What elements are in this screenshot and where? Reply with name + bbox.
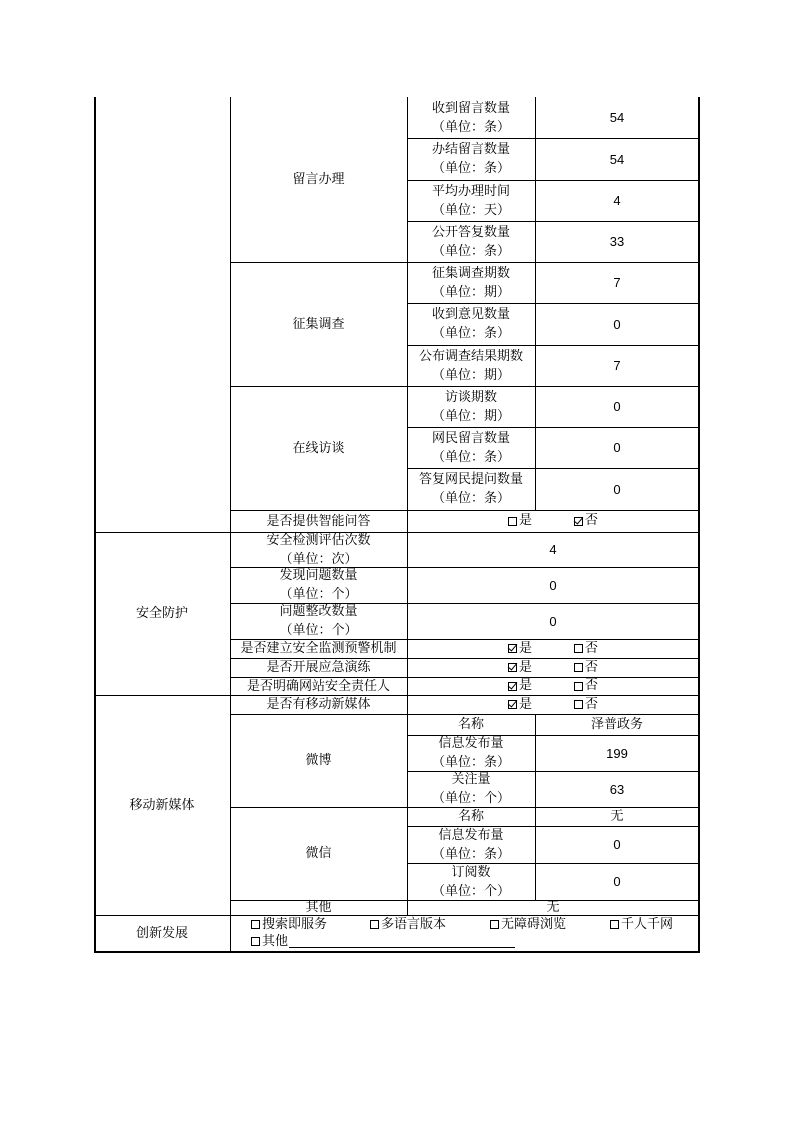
checkbox-checked-icon[interactable] <box>574 517 583 526</box>
mobile-has-media-yes[interactable]: 是 <box>508 696 532 714</box>
innovation-other[interactable]: 其他 <box>251 933 515 950</box>
government-website-report-table <box>94 97 700 953</box>
survey-group-label: 征集调查 <box>292 316 345 332</box>
mobile-section-label: 移动新媒体 <box>129 797 195 813</box>
security-drill-no[interactable]: 否 <box>574 659 598 677</box>
security-issues-value: 0 <box>549 577 557 593</box>
security-drill-label: 是否开展应急演练 <box>266 660 371 675</box>
security-checks-value: 4 <box>549 542 557 557</box>
checkbox-icon[interactable] <box>610 920 619 929</box>
checkbox-checked-icon[interactable] <box>508 644 517 653</box>
security-monitoring-options <box>407 639 699 658</box>
mobile-has-media-label: 是否有移动新媒体 <box>266 697 371 712</box>
checkbox-icon[interactable] <box>251 920 260 929</box>
mobile-other-value: 无 <box>546 900 560 915</box>
security-owner-yes[interactable]: 是 <box>508 677 532 695</box>
weibo-follow-value: 63 <box>609 781 625 797</box>
messages-received-value: 54 <box>609 110 625 125</box>
security-drill-yes[interactable]: 是 <box>508 659 532 677</box>
weibo-posts-value: 199 <box>606 745 628 761</box>
innovation-accessibility[interactable]: 无障碍浏览 <box>490 916 566 933</box>
survey-periods-label: 征集调查期数 （单位：期） <box>431 265 510 300</box>
security-section-label: 安全防护 <box>135 606 188 621</box>
checkbox-checked-icon[interactable] <box>508 682 517 691</box>
checkbox-icon[interactable] <box>490 920 499 929</box>
checkbox-checked-icon[interactable] <box>508 663 517 672</box>
survey-results-value: 7 <box>613 358 621 373</box>
security-fixed-label: 问题整改数量 （单位：个） <box>279 604 358 638</box>
mobile-other-label: 其他 <box>305 900 332 915</box>
security-monitoring-label: 是否建立安全监测预警机制 <box>240 641 397 656</box>
smart-qa-label: 是否提供智能问答 <box>266 513 371 529</box>
survey-opinions-value: 0 <box>613 316 621 332</box>
security-owner-label: 是否明确网站安全责任人 <box>246 678 390 694</box>
messages-avg-time-value: 4 <box>613 193 621 208</box>
survey-opinions-label: 收到意见数量 （单位：条） <box>431 307 510 341</box>
wechat-group-label: 微信 <box>305 846 332 861</box>
security-monitoring-yes[interactable]: 是 <box>508 640 532 658</box>
wechat-subscribers-label: 订阅数 （单位：个） <box>431 864 510 899</box>
checkbox-icon[interactable] <box>574 663 583 672</box>
weibo-group-label: 微博 <box>305 753 332 768</box>
interview-periods-value: 0 <box>613 399 621 414</box>
checkbox-icon[interactable] <box>574 644 583 653</box>
messages-group-label: 留言办理 <box>292 172 345 187</box>
checkbox-icon[interactable] <box>251 937 260 946</box>
security-issues-label: 发现问题数量 （单位：个） <box>279 568 358 602</box>
wechat-posts-label: 信息发布量 （单位：条） <box>431 827 510 862</box>
smart-qa-yes[interactable]: 是 <box>508 512 532 530</box>
mobile-has-media-no[interactable]: 否 <box>574 696 598 714</box>
checkbox-icon[interactable] <box>574 700 583 709</box>
smart-qa-options <box>407 510 699 532</box>
weibo-name-value: 泽普政务 <box>590 717 643 732</box>
interview-replies-label: 答复网民提问数量 （单位：条） <box>418 472 523 506</box>
survey-results-label: 公布调查结果期数 （单位：期） <box>418 348 523 383</box>
security-monitoring-no[interactable]: 否 <box>574 640 598 658</box>
messages-avg-time-label: 平均办理时间 （单位：天） <box>431 183 510 218</box>
wechat-name-label: 名称 <box>457 809 484 824</box>
wechat-subscribers-value: 0 <box>613 874 621 889</box>
smart-qa-no[interactable]: 否 <box>574 512 598 530</box>
messages-received-label: 收到留言数量 （单位：条） <box>431 100 510 135</box>
weibo-posts-label: 信息发布量 （单位：条） <box>431 736 510 770</box>
checkbox-icon[interactable] <box>370 920 379 929</box>
wechat-name-value: 无 <box>610 809 624 824</box>
messages-closed-label: 办结留言数量 （单位：条） <box>431 142 510 176</box>
messages-public-reply-value: 33 <box>609 234 625 249</box>
interview-replies-value: 0 <box>613 481 621 497</box>
innovation-other-input[interactable] <box>289 935 515 948</box>
checkbox-icon[interactable] <box>508 517 517 526</box>
checkbox-icon[interactable] <box>574 682 583 691</box>
wechat-posts-value: 0 <box>613 837 621 852</box>
checkbox-checked-icon[interactable] <box>508 700 517 709</box>
security-fixed-value: 0 <box>549 613 557 629</box>
messages-public-reply-label: 公开答复数量 （单位：条） <box>431 224 510 259</box>
innovation-personalized[interactable]: 千人千网 <box>610 916 673 933</box>
weibo-name-label: 名称 <box>457 717 484 732</box>
innovation-multilingual[interactable]: 多语言版本 <box>370 916 446 933</box>
security-owner-options <box>407 677 699 695</box>
interview-messages-label: 网民留言数量 （单位：条） <box>431 430 510 465</box>
security-owner-no[interactable]: 否 <box>574 677 598 695</box>
innovation-search-service[interactable]: 搜索即服务 <box>251 916 327 933</box>
messages-closed-value: 54 <box>609 151 625 167</box>
mobile-has-media-options <box>407 695 699 714</box>
security-checks-label: 安全检测评估次数 （单位：次） <box>266 532 371 567</box>
interview-group-label: 在线访谈 <box>292 440 345 456</box>
interview-periods-label: 访谈期数 （单位：期） <box>431 389 510 424</box>
innovation-section-label: 创新发展 <box>135 926 188 941</box>
security-drill-options <box>407 658 699 677</box>
interview-messages-value: 0 <box>613 440 621 455</box>
innovation-options <box>230 915 699 952</box>
survey-periods-value: 7 <box>613 275 621 290</box>
weibo-follow-label: 关注量 （单位：个） <box>431 772 510 806</box>
